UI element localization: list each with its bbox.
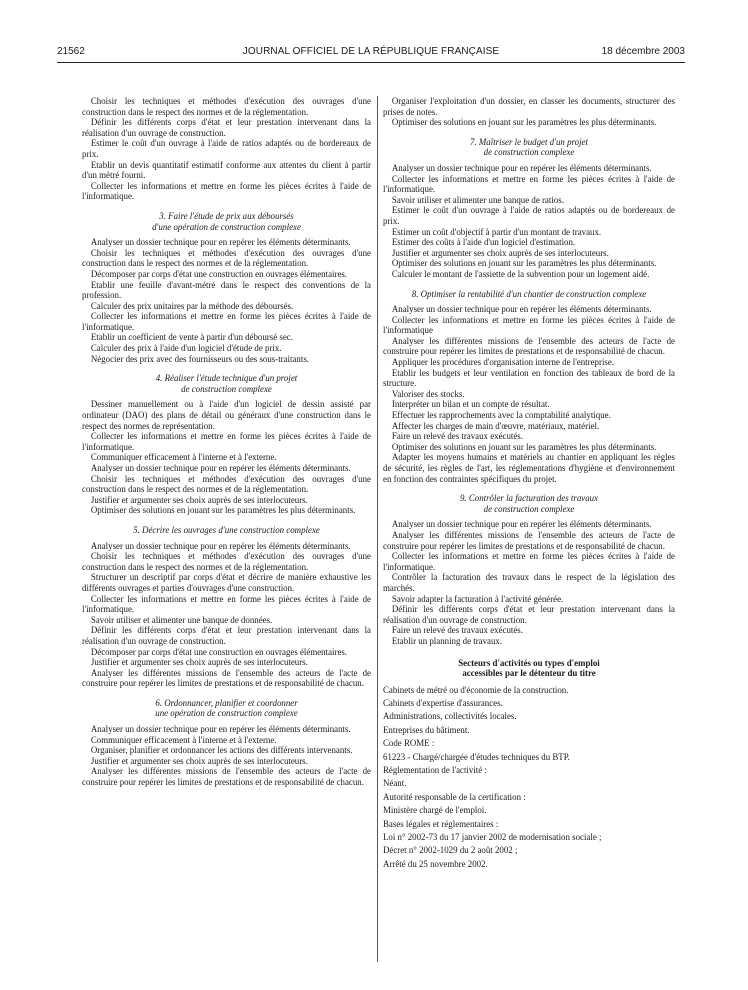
- heading-line: de construction complexe: [181, 383, 272, 394]
- section-paragraph: Collecter les informations et mettre en forme les pièces écrites à l'aide de l'informatique.: [82, 593, 371, 615]
- section-paragraph: Optimiser des solutions en jouant sur les paramètres les plus déterminants.: [90, 505, 356, 516]
- section-paragraph: Interpréter un bilan et un compte de résultat.: [391, 399, 550, 410]
- heading-line: 5. Décrire les ouvrages d'une construction complexe: [133, 524, 320, 535]
- section-paragraph: Collecter les informations et mettre en forme les pièces écrites à l'aide de l'informatique.: [383, 173, 675, 195]
- section-paragraph: Analyser les différentes missions de l'ensemble des acteurs de l'acte de construire pour repérer les limites de prestations et de responsabilité de chacun.: [82, 667, 371, 689]
- section-paragraph: Choisir les techniques et méthodes d'exécution des ouvrages d'une construction dans le respect des normes et de la réglementation.: [82, 247, 371, 269]
- section-paragraph: Collecter les informations et mettre en forme les pièces écrites à l'aide de l'informatique.: [383, 551, 675, 572]
- section-paragraph: Justifier et argumenter ses choix auprès de ses interlocuteurs.: [90, 755, 308, 766]
- info-line: Cabinets d'expertise d'assurances.: [383, 698, 503, 709]
- section-heading-7: [383, 137, 675, 158]
- section-paragraph: Etablir un planning de travaux.: [391, 635, 503, 646]
- section-paragraph: Justifier et argumenter ses choix auprès de ses interlocuteurs.: [90, 494, 308, 505]
- intro-paragraph: Choisir les techniques et méthodes d'exécution des ouvrages d'une construction dans le respect des normes et de la réglementation.: [82, 96, 371, 117]
- info-line: Cabinets de métré ou d'économie de la construction.: [383, 684, 569, 695]
- heading-line: d'une opération de construction complexe: [152, 221, 301, 232]
- section-paragraph: Affecter les charges de main d'œuvre, matériaux, matériel.: [391, 420, 600, 431]
- heading-line: 7. Maîtriser le budget d'un projet: [470, 136, 588, 147]
- section-paragraph: Collecter les informations et mettre en forme les pièces écrites à l'aide de l'informatique.: [82, 311, 371, 332]
- section-paragraph: Négocier des prix avec des fournisseurs ou des sous-traitants.: [90, 353, 310, 364]
- section-heading-4: [82, 373, 371, 394]
- section-paragraph: Valoriser des stocks.: [391, 388, 465, 399]
- certification-info: [383, 685, 675, 870]
- section-paragraph: Savoir utiliser et alimenter une banque de données.: [90, 614, 273, 625]
- info-line: Loi n° 2002-73 du 17 janvier 2002 de modernisation sociale ;: [383, 831, 602, 842]
- section-paragraph: Définir les différents corps d'état et leur prestation intervenant dans la réalisation d'un ouvrage de construction.: [383, 604, 675, 625]
- section-paragraph: Structurer un descriptif par corps d'état et décrire de manière exhaustive les différents ouvrages et parties d'ouvrages d'une construction.: [82, 572, 371, 593]
- info-line: Autorité responsable de la certification :: [383, 791, 526, 802]
- section-paragraph: Analyser un dossier technique pour en repérer les éléments déterminants.: [90, 540, 351, 551]
- section-paragraph: Analyser les différentes missions de l'ensemble des acteurs de l'acte de construire pour repérer les limites de prestations et de responsabilité de chacun.: [383, 335, 675, 357]
- header-rule: [57, 62, 685, 63]
- section-paragraph: Dessiner manuellement ou à l'aide d'un logiciel de dessin assisté par ordinateur (DAO) des plans de détail ou généraux d'une construction dans le respect des normes de représentation.: [82, 399, 371, 431]
- section-paragraph: Justifier et argumenter ses choix auprès de ses interlocuteurs.: [90, 657, 308, 668]
- heading-line: de construction complexe: [483, 147, 575, 158]
- column-divider: [377, 96, 378, 962]
- section-paragraph: Optimiser des solutions en jouant sur les paramètres les plus déterminants.: [391, 441, 657, 452]
- info-line: Arrêté du 25 novembre 2002.: [383, 858, 488, 869]
- info-line: Décret n° 2002-1029 du 2 août 2002 ;: [383, 845, 518, 856]
- section-paragraph: Calculer des prix unitaires par la méthode des déboursés.: [90, 300, 294, 311]
- section-paragraph: Calculer des prix à l'aide d'un logiciel d'étude de prix.: [90, 343, 282, 354]
- right-column: [383, 96, 675, 872]
- intro-paragraph: Etablir un devis quantitatif estimatif conforme aux attentes du client à partir d'un métré fourni.: [82, 159, 371, 181]
- section-paragraph: Faire un relevé des travaux exécutés.: [391, 431, 523, 442]
- section-paragraph: Estimer le coût d'un ouvrage à l'aide de ratios adaptés ou de bordereaux de prix.: [383, 205, 675, 226]
- section-paragraph: Organiser, planifier et ordonnancer les actions des différents intervenants.: [90, 745, 353, 756]
- info-line: Bases légales et réglementaires :: [383, 818, 499, 829]
- heading-line: 4. Réaliser l'étude technique d'un projet: [155, 373, 298, 384]
- section-paragraph: Analyser un dossier technique pour en repérer les éléments déterminants.: [391, 162, 652, 173]
- section-paragraph: Etablir un coefficient de vente à partir d'un déboursé sec.: [90, 332, 293, 343]
- section-paragraph: Choisir les techniques et méthodes d'exécution des ouvrages d'une construction dans le respect des normes et de la réglementation.: [82, 551, 371, 572]
- section-paragraph: Analyser un dossier technique pour en repérer les éléments déterminants.: [90, 724, 351, 735]
- heading-line: de construction complexe: [483, 503, 575, 514]
- intro-paragraph: Estimer le coût d'un ouvrage à l'aide de ratios adaptés ou de bordereaux de prix.: [82, 138, 371, 159]
- publication-date: 18 décembre 2003: [601, 46, 685, 57]
- section-paragraph: Définir les différents corps d'état et leur prestation intervenant dans la réalisation d'un ouvrage de construction.: [82, 625, 371, 646]
- section-paragraph: Faire un relevé des travaux exécutés.: [391, 625, 523, 636]
- intro-paragraph: Organiser l'exploitation d'un dossier, en classer les documents, structurer des prises de notes.: [383, 96, 675, 117]
- section-paragraph: Décomposer par corps d'état une construction en ouvrages élémentaires.: [90, 646, 348, 657]
- page-number: 21562: [57, 46, 85, 57]
- section-paragraph: Savoir utiliser et alimenter une banque de ratios.: [391, 194, 564, 205]
- section-paragraph: Analyser les différentes missions de l'ensemble des acteurs de l'acte de construire pour repérer les limites de prestations et de responsabilité de chacun.: [383, 529, 675, 551]
- info-line: Réglementation de l'activité :: [383, 765, 487, 776]
- section-paragraph: Collecter les informations et mettre en forme les pièces écrites à l'aide de l'informatique: [383, 314, 675, 336]
- section-paragraph: Savoir adapter la facturation à l'activité générée.: [391, 593, 564, 604]
- intro-paragraph: Optimiser des solutions en jouant sur les paramètres les plus déterminants.: [391, 117, 657, 128]
- sectors-heading: [383, 658, 675, 679]
- info-line: Ministère chargé de l'emploi.: [383, 805, 487, 816]
- section-paragraph: Appliquer les procédures d'organisation interne de l'entreprise.: [391, 357, 615, 368]
- section-heading-6: [82, 698, 371, 719]
- left-column: [82, 96, 371, 788]
- section-paragraph: Justifier et argumenter ses choix auprès de ses interlocuteurs.: [391, 247, 609, 258]
- section-paragraph: Communiquer efficacement à l'interne et à l'externe.: [90, 452, 277, 463]
- section-paragraph: Choisir les techniques et méthodes d'exécution des ouvrages d'une construction dans le respect des normes et de la réglementation.: [82, 473, 371, 495]
- heading-line: 9. Contrôler la facturation des travaux: [459, 493, 599, 504]
- section-paragraph: Calculer le montant de l'assiette de la subvention pour un logement aidé.: [391, 268, 650, 279]
- section-paragraph: Communiquer efficacement à l'interne et à l'externe.: [90, 734, 277, 745]
- section-paragraph: Contrôler la facturation des travaux dans le respect de la législation des marchés.: [383, 572, 675, 593]
- section-paragraph: Etablir une feuille d'avant-métré dans le respect des conventions de la profession.: [82, 279, 371, 301]
- journal-title: JOURNAL OFFICIEL DE LA RÉPUBLIQUE FRANÇAISE: [242, 46, 500, 57]
- section-heading-9: [383, 493, 675, 514]
- section-heading-3: [82, 211, 371, 232]
- heading-line: accessibles par le détenteur du titre: [462, 668, 596, 679]
- heading-line: Secteurs d'activités ou types d'emploi: [458, 657, 600, 668]
- info-line: Entreprises du bâtiment.: [383, 724, 470, 735]
- section-paragraph: Adapter les moyens humains et matériels au chantier en appliquant les règles de sécurité, les règles de l'art, les réglementations d'hygiène et d'environnement en fonction des contraintes spécifiques du projet.: [383, 452, 675, 484]
- section-paragraph: Analyser un dossier technique pour en repérer les éléments déterminants.: [391, 304, 652, 315]
- info-line: Code ROME :: [383, 738, 435, 749]
- section-heading-8: [383, 289, 675, 300]
- section-paragraph: Etablir les budgets et leur ventilation en fonction des tableaux de bord de la structure.: [383, 367, 675, 389]
- section-paragraph: Estimer un coût d'objectif à partir d'un montant de travaux.: [391, 226, 602, 237]
- heading-line: 6. Ordonnancer, planifier et coordonner: [155, 697, 298, 708]
- section-paragraph: Analyser un dossier technique pour en repérer les éléments déterminants.: [90, 463, 351, 473]
- section-paragraph: Collecter les informations et mettre en forme les pièces écrites à l'aide de l'informatique.: [82, 431, 371, 452]
- info-line: 61223 - Chargé/chargée d'études techniques du BTP.: [383, 751, 570, 762]
- section-paragraph: Analyser les différentes missions de l'ensemble des acteurs de l'acte de construire pour repérer les limites de prestations et de responsabilité de chacun.: [82, 766, 371, 788]
- section-paragraph: Effectuer les rapprochements avec la comptabilité analytique.: [391, 410, 611, 421]
- page-header: [57, 44, 685, 60]
- section-heading-5: [82, 525, 371, 536]
- section-paragraph: Décomposer par corps d'état une construction en ouvrages élémentaires.: [90, 268, 348, 279]
- intro-paragraph: Collecter les informations et mettre en forme les pièces écrites à l'aide de l'informatique.: [82, 180, 371, 202]
- heading-line: 3. Faire l'étude de prix aux déboursés: [159, 210, 294, 221]
- intro-paragraph: Définir les différents corps d'état et leur prestation intervenant dans la réalisation d'un ouvrage de construction.: [82, 117, 371, 138]
- info-line: Administrations, collectivités locales.: [383, 711, 517, 722]
- section-paragraph: Analyser un dossier technique pour en repérer les éléments déterminants.: [90, 237, 351, 248]
- info-line: Néant.: [383, 778, 407, 789]
- section-paragraph: Estimer des coûts à l'aide d'un logiciel d'estimation.: [391, 237, 576, 248]
- heading-line: 8. Optimiser la rentabilité d'un chantier de construction complexe: [411, 288, 647, 299]
- section-paragraph: Optimiser des solutions en jouant sur les paramètres les plus déterminants.: [391, 258, 657, 269]
- heading-line: une opération de construction complexe: [155, 708, 298, 719]
- section-paragraph: Analyser un dossier technique pour en repérer les éléments déterminants.: [391, 519, 652, 530]
